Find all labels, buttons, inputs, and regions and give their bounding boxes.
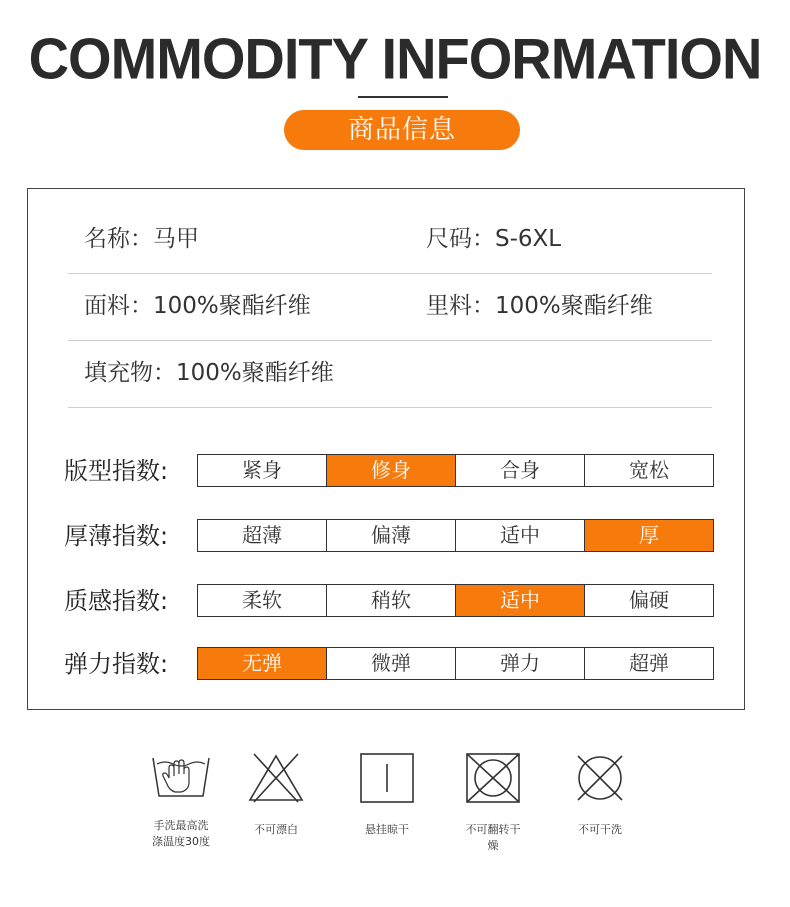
headline-title: COMMODITY INFORMATION (28, 26, 762, 91)
info-lining: 里料：100%聚酯纤维 (426, 293, 653, 319)
care-item-line-dry (347, 752, 427, 838)
care-text-no-bleach: 不可漂白 (254, 823, 298, 836)
index-option: 偏硬 (584, 585, 713, 616)
info-row-fabric (68, 273, 712, 341)
section-badge: 商品信息 (284, 110, 520, 150)
index-option: 适中 (455, 520, 584, 551)
care-text-hand-wash: 手洗最高洗涤温度30度 (152, 819, 210, 848)
care-text-line-dry: 悬挂晾干 (365, 823, 409, 836)
index-row (64, 454, 748, 488)
index-option: 弹力 (455, 648, 584, 679)
no-bleach-icon (246, 752, 306, 804)
index-option-selected: 适中 (455, 585, 584, 616)
no-tumble-dry-icon (463, 752, 523, 804)
index-label: 版型指数: (64, 457, 169, 485)
index-option: 微弹 (326, 648, 455, 679)
index-label: 厚薄指数: (64, 522, 169, 550)
product-info-panel (27, 188, 745, 710)
care-text-no-tumble-dry: 不可翻转干燥 (465, 823, 521, 852)
care-item-hand-wash (141, 752, 221, 850)
index-scale (197, 584, 714, 617)
index-option: 偏薄 (326, 520, 455, 551)
care-item-no-bleach (236, 752, 316, 838)
index-scale (197, 519, 714, 552)
info-size: 尺码：S-6XL (426, 226, 562, 252)
index-option: 超薄 (242, 523, 282, 547)
index-label: 弹力指数: (64, 650, 169, 678)
index-scale (197, 647, 714, 680)
index-option-selected: 修身 (326, 455, 455, 486)
info-row-filling (68, 340, 712, 408)
index-option: 宽松 (584, 455, 713, 486)
info-fabric: 面料：100%聚酯纤维 (84, 293, 311, 319)
care-item-no-tumble-dry (453, 752, 533, 854)
index-option-selected: 无弹 (198, 648, 326, 679)
index-row (64, 647, 748, 681)
index-option: 柔软 (242, 588, 282, 612)
index-row (64, 584, 748, 618)
index-option-selected: 厚 (584, 520, 713, 551)
index-scale (197, 454, 714, 487)
info-row-name-size (68, 206, 712, 274)
index-option: 紧身 (242, 458, 282, 482)
no-dry-clean-icon (570, 752, 630, 804)
info-filling: 填充物：100%聚酯纤维 (84, 360, 334, 386)
title-underline (358, 96, 448, 98)
index-row (64, 519, 748, 553)
index-option: 合身 (455, 455, 584, 486)
line-dry-icon (357, 752, 417, 804)
hand-wash-icon (151, 752, 211, 800)
index-label: 质感指数: (64, 587, 169, 615)
care-item-no-dry-clean (560, 752, 640, 838)
info-name: 名称：马甲 (84, 226, 199, 252)
care-text-no-dry-clean: 不可干洗 (578, 823, 622, 836)
index-option: 超弹 (584, 648, 713, 679)
index-option: 稍软 (326, 585, 455, 616)
